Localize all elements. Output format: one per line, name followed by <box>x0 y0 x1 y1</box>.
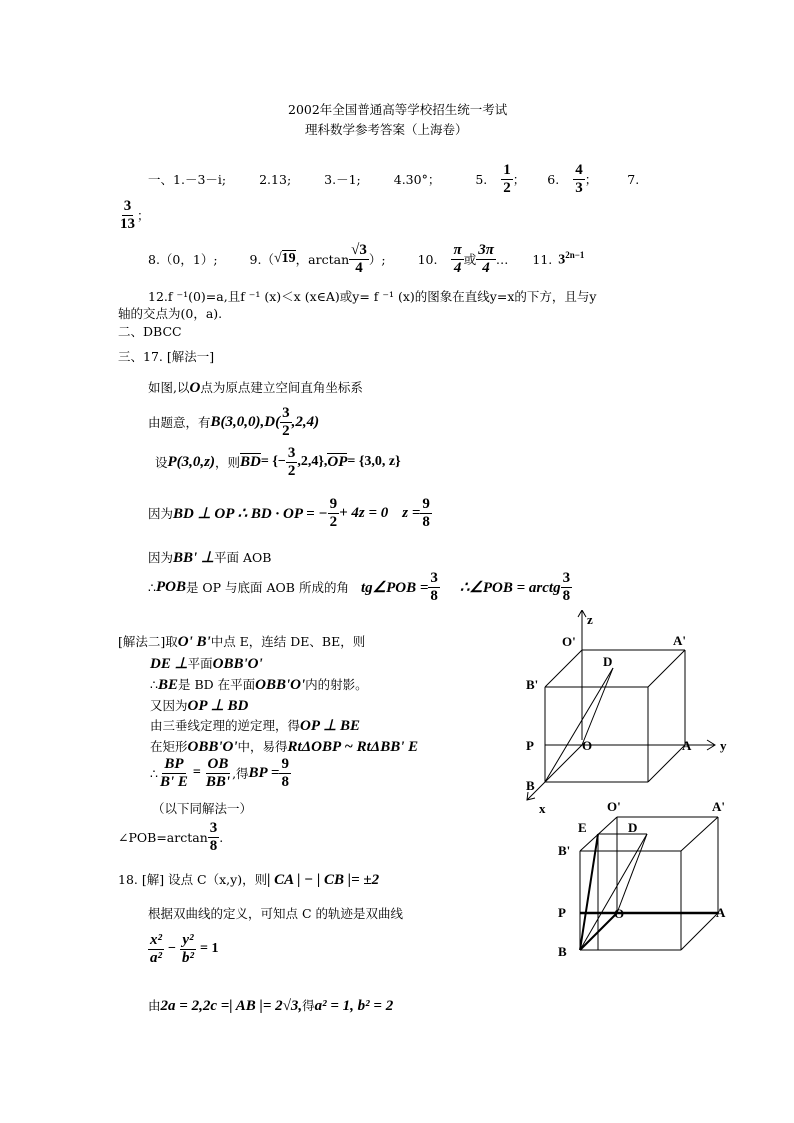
answer-10-dots: … <box>495 251 509 267</box>
label-a: A <box>716 905 726 920</box>
q17-method2-line8: （以下同解法一） <box>152 801 253 816</box>
q17-method2-line2: DE ⊥平面OBB'O' <box>150 656 263 672</box>
edge-c-a <box>681 913 718 950</box>
label-p: P <box>558 905 566 920</box>
label-a-prime: A' <box>712 799 725 814</box>
d-x-fraction: $\frac{3}{2}$ <box>282 405 290 439</box>
label-o-prime: O' <box>562 634 576 649</box>
part2-answers: 二、DBCC <box>118 324 182 339</box>
label-b: B <box>558 944 567 959</box>
q18-line2: 根据双曲线的定义，可知点 C 的轨迹是双曲线 <box>148 906 404 921</box>
answer-10-or: 或 <box>463 252 477 267</box>
segment-o-d <box>617 834 647 913</box>
answer-9-post: ）; <box>368 252 386 267</box>
edge-a1-c1 <box>648 650 685 687</box>
pob-value-fraction: $\frac{3}{8}$ <box>209 820 218 854</box>
arctg-value-fraction: $\frac{3}{8}$ <box>562 570 571 604</box>
answer-7-num: 7. <box>627 171 640 187</box>
q17-method2-head: [解法二]取O' B'中点 E，连结 DE、BE，则 <box>118 634 366 650</box>
answer-9-fraction: $\frac{√3}{4}$ <box>351 242 367 276</box>
q17-method2-line4: 又因为OP ⊥ BD <box>150 698 249 714</box>
answer-7-fraction: $\frac{3}{13}$ <box>120 198 135 232</box>
x-squared-fraction: $\frac{\text{x²}}{\text{a²}}$ <box>150 932 162 966</box>
segment-b-d <box>545 668 613 782</box>
answer-11-value: $3^{2n-1}$ <box>558 249 585 268</box>
ratio-ob-fraction: $\frac{OB}{BB'}$ <box>205 756 231 790</box>
q18-hyperbola-equation: $\frac{\text{x²}}{\text{a²}}$ − $\frac{\text{y²}}{\text{b²}}$ = 1 <box>150 932 219 966</box>
part1-row1: 一、 1.－3－i; 2.13; 3.－1; 4.30°； 5. $\frac{1}{2}$ ； 6. $\frac{4}{3}$ ； 7. <box>148 162 640 196</box>
q17-method2-line7: ∴ $\frac{BP}{B' E}$ = $\frac{OB}{BB'}$ ,得 BP = $\frac{9}{8}$ <box>150 756 289 790</box>
answer-12-line2: 轴的交点为(0，a). <box>118 306 223 321</box>
q17-step1: 如图,以O点为原点建立空间直角坐标系 <box>148 380 363 396</box>
segment-o-d <box>582 668 613 745</box>
label-o: O <box>582 738 593 753</box>
x-axis <box>527 745 582 800</box>
bd-x-fraction: $\frac{3}{2}$ <box>287 445 296 479</box>
answer-10-fraction-1: $\frac{\pi}{4}$ <box>453 242 462 276</box>
part1-label: 一、 <box>148 172 174 187</box>
tg-value-fraction: $\frac{3}{8}$ <box>430 570 438 604</box>
part1-row3 <box>148 242 584 276</box>
q18-line4: 由2a = 2,2c =| AB |= 2√3,得a² = 1, b² = 2 <box>148 998 394 1014</box>
label-x: x <box>539 801 546 816</box>
answer-6-num: 6. <box>547 171 560 187</box>
q17-step2: 由题意，有 B(3,0,0),D( $\frac{3}{2}$ ,2,4) <box>148 405 320 439</box>
answer-9-pre: 9.（ <box>249 252 274 267</box>
label-o: O <box>614 906 625 921</box>
ratio-bp-fraction: $\frac{BP}{B' E}$ <box>159 756 188 790</box>
label-d: D <box>628 820 638 835</box>
answer-12-line1: 12.f ⁻¹(0)=a,且f ⁻¹ (x)＜x (x∈A)或y= f ⁻¹ (x)的图象在直线y=x的下方，且与y <box>148 289 597 304</box>
label-b-prime: B' <box>526 677 539 692</box>
label-b-prime: B' <box>558 843 571 858</box>
q17-method2-line5: 由三垂线定理的逆定理，得OP ⊥ BE <box>150 718 361 734</box>
answer-5-fraction: $\frac{1}{2}$ <box>503 162 511 196</box>
label-a: A <box>682 738 692 753</box>
answer-1: 1.－3－i; <box>173 172 227 187</box>
answer-5-num: 5. <box>475 171 488 187</box>
q17-step5: 因为BB' ⊥平面 AOB <box>148 550 272 566</box>
q17-method2-line9: ∠POB=arctan $\frac{3}{8}$ . <box>118 820 224 854</box>
bp-value-fraction: $\frac{9}{8}$ <box>281 756 289 790</box>
q17-step3: 设 P(3,0,z) ，则 BD = {− $\frac{3}{2}$ ,2,4}, OP = {3,0, z} <box>155 445 401 479</box>
label-d: D <box>603 654 613 669</box>
answer-9-mid: ，arctan <box>295 252 350 267</box>
label-e: E <box>578 820 587 835</box>
label-y: y <box>720 738 727 753</box>
answer-9-root: √19 <box>273 251 296 266</box>
answer-3: 3.－1; <box>324 172 361 187</box>
label-a-prime: A' <box>673 633 686 648</box>
nine-halves-fraction: $\frac{9}{2}$ <box>329 496 338 530</box>
label-b: B <box>526 778 535 793</box>
figure-coordinate-cuboid <box>515 610 745 820</box>
label-p: P <box>526 738 534 753</box>
label-o-prime: O' <box>607 799 621 814</box>
label-z: z <box>587 612 593 627</box>
answer-10-num: 10. <box>417 251 438 267</box>
q17-step6: ∴ POB 是 OP 与底面 AOB 所成的角 tg∠POB = $\frac{3}{8}$ ∴∠POB = arctg $\frac{3}{8}$ <box>148 570 571 604</box>
answer-7-row: $\frac{3}{13}$ ； <box>120 198 150 232</box>
q18-heading: 18. [解] 设点 C（x,y)，则| CA | − | CB |= ±2 <box>118 872 380 888</box>
answer-2: 2.13; <box>259 171 292 187</box>
answer-4: 4.30°； <box>393 172 441 187</box>
y-squared-fraction: $\frac{\text{y²}}{\text{b²}}$ <box>181 932 194 966</box>
answer-10-fraction-2: $\frac{3\pi}{4}$ <box>478 242 494 276</box>
answer-8: 8.（0，1）; <box>148 252 218 267</box>
answer-6-fraction: $\frac{4}{3}$ <box>575 162 583 196</box>
q17-method2-line6: 在矩形OBB'O'中，易得RtΔOBP ~ RtΔBB' E <box>150 739 419 755</box>
answer-11-num: 11. <box>532 251 553 267</box>
q17-step4: 因为 BD ⊥ OP ∴ BD · OP = − $\frac{9}{2}$ + 4z = 0 z = $\frac{9}{8}$ <box>148 496 430 530</box>
page-title: 2002年全国普通高等学校招生统一考试 <box>288 102 508 117</box>
q17-heading: 三、17. [解法一] <box>118 349 215 364</box>
figure-cuboid-method2 <box>550 795 750 970</box>
edge-c-a <box>648 745 685 782</box>
edge-o1-b1 <box>545 650 582 687</box>
q17-method2-line3: ∴BE是 BD 在平面OBB'O'内的射影。 <box>150 677 368 693</box>
page-subtitle: 理科数学参考答案（上海卷） <box>305 122 468 137</box>
z-value-fraction: $\frac{9}{8}$ <box>422 496 430 530</box>
edge-a1-c1 <box>681 817 718 851</box>
